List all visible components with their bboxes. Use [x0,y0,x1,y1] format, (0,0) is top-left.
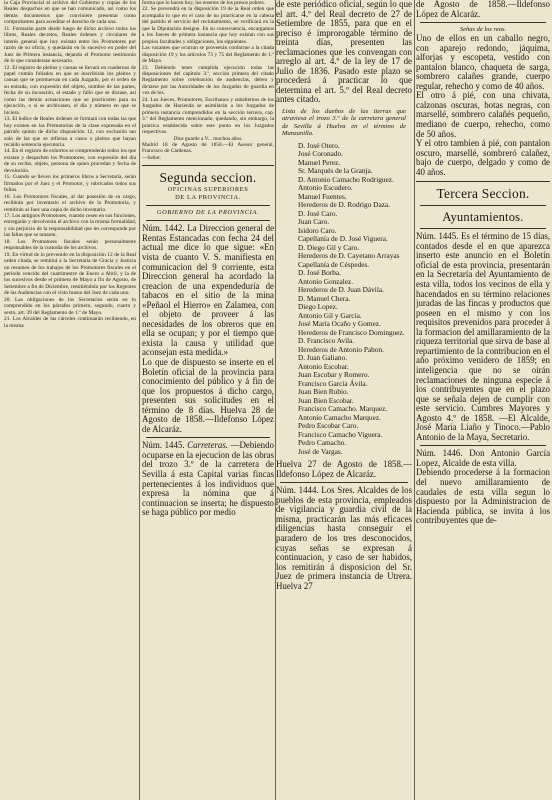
section-divider [416,181,550,182]
divider [146,205,270,206]
owner-name: Herederos de Francisco Dominguez. [298,327,405,337]
article-20: 20. Las obligaciones de los Secretarios serán en lo comprendido en los párrafos primero, segundo, cuarto y sexto, art. 39 del Reglamento de 1.º de Mayo. [4,296,136,316]
paragraph: Las vacantes que ocurran se proveerán conforme a la citada disposición 19 y los artículos 73 y 75 del Reglamento de 1.º de Mayo. [142,45,274,65]
owner-name: D. Juan Galiano. [298,353,348,363]
notice-number: Núm. 1444. [276,485,319,496]
article-13: 13. El índice de Reales órdenes se formará con todas las que hoy existen en las Promotorías de la clase expresada en el párrafo quinto de dicho disposición 12, con exclusión tan solo de las que se refieran a casos o pleitos que hayan recaído sentencia ejecutoria. [4,116,136,148]
description-2: El otro á pié, con una chivata, calzonas oscuras, botas negras, con marsellé, sombrero calañés pequeño, mediano de cuerpo, rehecho, como de 50 años. [416,90,550,139]
notice-number: Núm. 1445. [416,231,459,242]
notice-body: —Debiendo ocuparse en la ejecucion de las obras del trozo 3.º de la carretera de Sevilla á esta Capital varias fincas pertenecientes á los individuos que expresa la nómina que á continuacion se inserta; he dispuesto se haga público por medio [142,440,274,518]
owner-name: Pedro Escobar Caro. [298,421,359,431]
divider [420,445,546,446]
owner-name: D. Manuel Chera. [298,293,351,303]
column-1 [4,0,136,800]
section-heading: Tercera Seccion. [436,186,530,202]
description-1: Uno de ellos en un caballo negro, con aparejo redondo, jáquima, alforjas y escopeta, vestido con pantalon blanco, chaqueta de sarga, sombrero calañes grande, cuerpo regular, rehecho y como de 40 años. [416,33,550,91]
notice-body: de este periódico oficial, según lo que el art. 4.º del Real decreto de 27 de Setiembre de 1855, para que en el preciso é improrogable término de treinta días, presenten las reclamaciones que les convengan con arreglo al art. 4.º de la ley de 17 de Julio de 1836. Pasado este plazo se procederá á practicar lo que determina el art. 5.º del Real decreto antes citado. [276,0,412,105]
owner-name: Herederos de D. Cayetano Arrayas [298,251,400,261]
divider [420,22,546,23]
section-heading: Segunda seccion. [159,170,257,186]
divider [420,228,546,229]
notice-body: Debiendo procederse á la formacion del nuevo amillaramiento de caudales de esta villa segun lo dispuesto por la Administracion de Hacienda pública, se invita á los contribuyentes que de- [416,467,550,526]
date-signature: de Agosto de 1858.—Ildefonso López de Alcaráz. [416,0,550,19]
column-4 [416,0,550,800]
notice-body: Es el término de 15 días, contados desde el en que aparezca inserto este anuncio en el Boletín oficial de esta provincia, presentarán en la Secretaría del Ayuntamiento de esta villa, todos los vecinos de ella y hacendados en su término relaciones juradas de las fincas y productos que poseen en el mismo y con los requisitos prevenidos para proceder á la formacion del amillaramiento de la riqueza territorial que sirva de base al repartimiento de la contribucion en el año próximo venidero de 1859; en inteligencia que no se oirán reclamaciones de ninguna especie á los contribuyentes que en el plazo que se señala dejen de cumplir con este servicio. Cumbres Mayores y Agosto 4.º de 1858. —El Alcalde, José María Liaño y Tinoco.—Pablo Antonio de la Maya, Secretario. [416,231,550,442]
owner-name: Antonio Gonzalez. [298,276,354,286]
owner-name: Herederos de D. Juan Dávila. [298,285,384,295]
paragraph: forma que lo hacen hoy, los enseres de los presos pobres. [142,0,266,6]
article-21: 21. Los Alcaldes de las cárceles continuarán recibiendo, en la misma [4,316,136,329]
date-signature: Huelva 27 de Agosto de 1858.—Ildefonso López de Alcaráz. [276,459,412,479]
owner-name: Antonio Gil y García. [298,310,362,320]
article-23: 23. Debiendo tener cumplida ejecución todas las disposiciones del capítulo 3.º, sección primera del citado Reglamento sobre celebración de audiencias, deben y dictarse por las Autoridades de los Juzgados de guardia en vez de los. [142,64,274,97]
owner-name: Antonio Camacho Marquez. [298,412,381,422]
closing-formula: Dios guarde a V... muchos años. [173,135,243,142]
list-title: Lista de los dueños de las tierras que atraviesa el trozo 3.º de la carretera general de Sevilla á Huelva en el término de Manzanilla. [282,108,406,138]
article-16: 16. Los Promotores fiscales, al dar posesión de su cargo, recibirán por inventario el archivo de la Promotoría, y remitirán al Juez una copia de dicho inventario. [4,193,136,213]
subsection-heading: Ayuntamientos. [442,210,524,225]
owner-name: Manuel Perez. [298,157,341,167]
owner-name: Francisco Camacho. Marquez. [298,404,388,414]
article-22: 22. Se prevendrá en la disposición 19 de la Real orden que acompaña lo que en el caso de no practicarse en la cabeza del partido el servicio del reclutamiento, se verificará en la que la Diputación designe. En su consecuencia, encargamos a los Jueces de primera instancia que hoy existan con sus propios facultades y obligaciones, los siguientes. [142,6,274,45]
article-24: 24. Los Jueces, Promotores, Escribanos y subalternos de los Juzgados de Hacienda se asimilarán a los Juzgados de primera instancia comprendidos en la sección tercera, cap. 3.º del Reglamento mencionado, quedando, sin embargo, la práctica establecida sobre este punto en los Juzgados respectivos. [142,96,274,136]
owner-name: D. José Otero. [298,140,340,150]
section-divider [142,165,274,166]
owner-name: Francisco García Ávila. [298,378,368,388]
owner-name: D. José Caro. [298,208,338,218]
description-3: Y el otro tambien á pié, con pantalon oscuro, marsellé, sombreró calañez, bajo de cuerpo, delgado y como de 40 años. [416,138,550,177]
owner-name: D. Antonio Camacho Rodriguez. [298,174,394,184]
date-signature: Madrid 18 de Agosto de 1858.—El Asesor general, Francisco de Cárdenas. [142,141,274,155]
owner-name: Diego Lopez. [298,302,338,312]
paragraph: la Caja Provincial al archivo del Gobierno y copias de los Reales despachos en que se han comunicado, así como los demás documentos que conviniere presentar como comprobantes para acreditar el derecho de cada una. [4,0,136,26]
article-18: 18. Los Promotores fiscales serán personalmente responsables de la custodia de los archivos. [4,238,136,252]
notice-body: Los Sres. Alcaldes de los pueblos de esta provincia, empleados de vigilancia y guardia civil de la misma, practicarán las más eficaces diligencias hasta conseguir el paradero de los tres desconocidos, cuyas señas se expresan á continuacion, y caso de ser habidos, los remitirán á disposicion del Sr. Juez de primera instancia de Utrera. Huelva 27 [276,485,412,591]
owners-list [276,142,412,457]
divider [420,205,546,206]
owner-name: José de Vargas. [298,446,343,456]
owner-name: Juan Escobar y Romero. [298,370,370,380]
owner-name: José María Ocaño y Gomez. [298,319,381,329]
owner-name: Juan Bien Rubio. [298,387,349,397]
owner-name: D. José Borba. [298,268,341,278]
department-heading: GOBIERNO DE LA PROVINCIA. [156,209,260,217]
column-divider [414,0,415,800]
notice-number: Núm. 1445. [142,440,185,451]
column-2 [142,0,274,800]
article-15: 15. Cuando se lleven los primeros libros a Secretaría, serán firmados por el Juez y el Promotor, y rubricados todos sus folios. [4,174,136,194]
owner-name: Capellanía de Céspedes. [298,259,370,269]
owner-name: Juan Caro. [298,217,330,227]
owner-name: Manuel Fuentes. [298,191,347,201]
owner-name: Francisco Camacho Viguera. [298,429,383,439]
subheading: Señas de los reos. [459,26,507,34]
notice-body: Lo que de dispuesto se inserte en el Boletín oficial de la provincia para conocimiento del público y á fin de que los propuestos á dicho cargo, presenten sus solicitudes en el término de 8 días. Huelva 28 de Agosto de 1858.—Ildefonso López de Alcaráz. [142,356,274,434]
notice-body: La Direccion general de Rentas Estancadas con fecha 24 del actual me dice lo que sigue: «En vista de cuanto V. S. manifiesta en comunicacion del 9 corriente, esta Direccion general ha acordado la creacion de una expendeduría de tabacos en el sitio de la mina «Peñaol el Hierro» en Zalamea, con el objeto de proveer á las necesidades de los obreros que en ella se ocupan; y por el tiempo que exista la causa y utilidad que aconsejan esta medida.» [142,223,274,358]
column-divider [139,0,140,800]
notice-title: Carreteras. [187,440,228,451]
divider [280,482,408,483]
notice-number: Núm. 1442. [142,223,185,234]
owner-name: Herederos de D. Rodrigo Daza. [298,200,390,210]
article-12: 12. El registro de pleitos y causas se llevará en cuadernos de papel común foliados en que se inscribirán los pleitos y causas que se promuevan en cada Juzgado, por el orden de su entrada, con expresión del objeto, nombre de las partes, fecha de su incoación, el estado y fallo que se dictase, así como las demás actuaciones que se practicaren para su ejecución, o si se archivasen, el día y número en que se hiciera. [4,64,136,116]
owner-name: Isidoro Caro. [298,225,337,235]
subsection-heading: OFICINAS SUPERIORES [167,186,249,194]
notice-body: Don Antonio García Lopez, Alcalde de esta villa. [416,448,550,468]
addressee: —Señor. [142,154,162,161]
owner-name: D. Diego Gil y Caro. [298,242,360,252]
notice-number: Núm. 1446. [416,448,463,459]
owner-name: Herederos de Antonio Pabon. [298,344,384,354]
owner-name: Sr. Marqués de la Granja. [298,166,373,176]
column-3 [276,0,412,800]
owner-name: D. Francisco Avila. [298,336,355,346]
owner-name: Antonio Escudero. [298,183,353,193]
owner-name: Capellanía de D. José Viguera. [298,234,388,244]
divider [146,220,270,221]
owner-name: José Coronado. [298,149,343,159]
article-14: 14. En el registro de exhortos se comprenderán todos los que existan y despachen los Promotores, con expresión del día de su recibo, objeto, persona de quien procedan y fecha de devolución. [4,148,136,174]
owner-name: Pedro Camacho. [298,438,347,448]
article-19: 19. En virtud de lo prevenido en la disposición 12 de la Real orden citada, se remitirá a la Secretaría de Gracia y Justicia un resumen de los trabajos de los Promotores fiscales en el período vencido del cuatrimestre de Enero a Abril, y la de los sucesivos desde el primero de Mayo a fin de Agosto, de Setiembre a fin de Diciembre, remitiéndolo por los Regentes de las Audiencias con el visto bueno del Juez de cada uno. [4,251,136,297]
subsection-subheading: DE LA PROVINCIA. [175,194,241,202]
owner-name: Antonio Escobar. [298,361,349,371]
owner-name: Juan Bien Escobar. [298,395,354,405]
article-11: 11. Formarán parte desde luego de dicho archivo todos los libros, Reales decretos, Reales órdenes y circulares de interés general que hoy existan entre los Promotores por razón de su oficio, y quedarán en lo sucesivo en poder del Juez de Primera instancia, dejando el Promotor testimonio de lo que considerase necesario. [4,25,136,65]
article-17: 17. Los antiguos Promotores, cuando cesen en sus funciones, entregarán y devolverán el archivo con la misma formalidad, y sin perjuicio de la responsabilidad que les corresponde por las faltas que se notaren. [4,212,136,239]
divider [146,437,270,438]
